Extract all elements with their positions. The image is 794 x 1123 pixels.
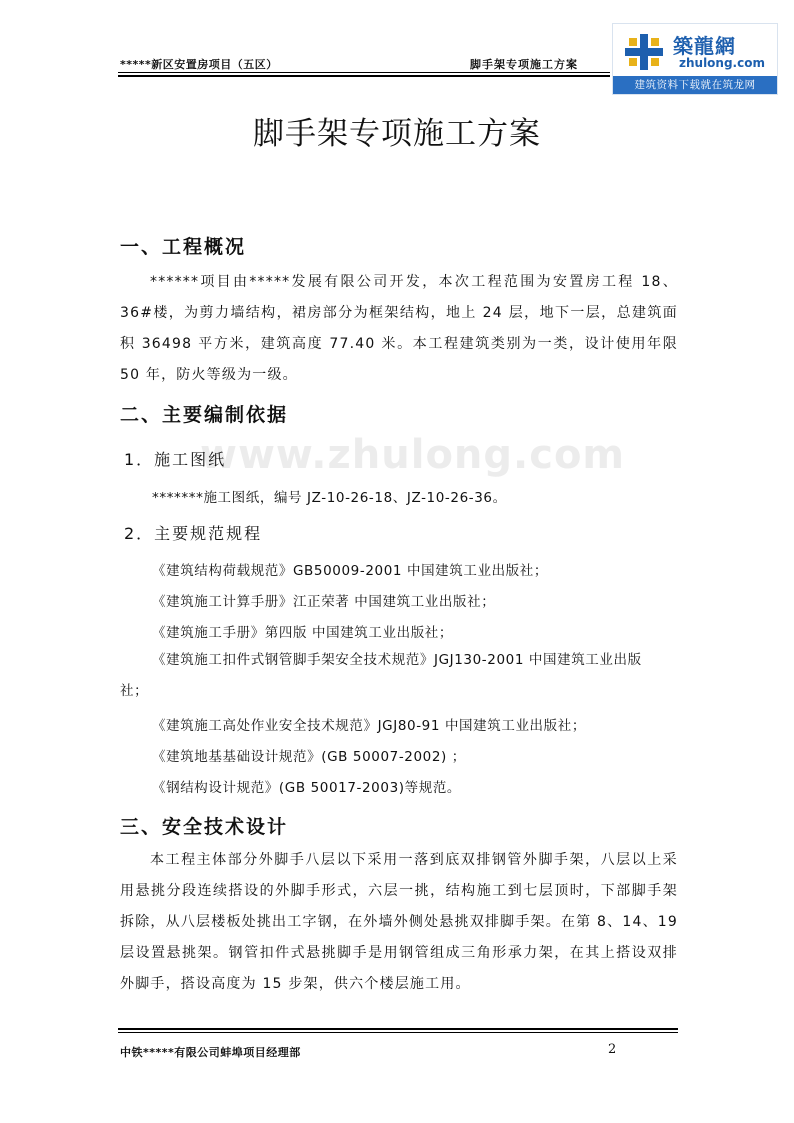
logo-domain: zhulong.com bbox=[679, 56, 765, 70]
standard-item: 《建筑施工计算手册》江正荣著 中国建筑工业出版社； bbox=[152, 594, 496, 610]
standard-item: 《建筑结构荷载规范》GB50009-2001 中国建筑工业出版社； bbox=[152, 563, 548, 579]
header-document-name: 脚手架专项施工方案 bbox=[470, 58, 578, 71]
section-body-safety: 本工程主体部分外脚手八层以下采用一落到底双排钢管外脚手架，八层以上采用悬挑分段连续搭设的外脚手形式，六层一挑，结构施工到七层顶时，下部脚手架拆除，从八层楼板处挑出工字钢，在外墙外侧处悬挑双排脚手架。在第 8、14、19 层设置悬挑架。钢管扣件式悬挑脚手是用钢管组成三角形承力架，在其上搭设双排外脚手，搭设高度为 15 步架，供六个楼层施工用。 bbox=[120, 852, 678, 992]
header-project-name: *****新区安置房项目（五区） bbox=[120, 58, 278, 71]
subheading-standards: 2．主要规范规程 bbox=[124, 524, 263, 543]
header-rule bbox=[118, 72, 610, 73]
header-rule-thick bbox=[118, 75, 610, 77]
page-number: 2 bbox=[608, 1042, 617, 1057]
footer-company: 中铁*****有限公司蚌埠项目经理部 bbox=[120, 1046, 301, 1059]
standard-item: 《建筑施工手册》第四版 中国建筑工业出版社； bbox=[152, 625, 453, 641]
standard-item: 《钢结构设计规范》(GB 50017-2003)等规范。 bbox=[152, 780, 462, 796]
watermark: www.zhulong.com bbox=[200, 432, 626, 478]
logo-name: 築龍網 bbox=[673, 34, 736, 58]
zhulong-logo bbox=[612, 23, 778, 95]
section-heading-safety: 三、安全技术设计 bbox=[120, 816, 289, 838]
section-heading-basis: 二、主要编制依据 bbox=[120, 404, 289, 426]
logo-tagline: 建筑资料下载就在筑龙网 bbox=[613, 76, 777, 94]
standard-item: 《建筑地基基础设计规范》(GB 50007-2002) ； bbox=[152, 749, 466, 765]
standard-item: 《建筑施工扣件式钢管脚手架安全技术规范》JGJ130-2001 中国建筑工业出版社； bbox=[120, 652, 642, 699]
document-title: 脚手架专项施工方案 bbox=[253, 116, 541, 152]
section-heading-overview: 一、工程概况 bbox=[120, 236, 247, 258]
drawings-line: *******施工图纸，编号 JZ-10-26-18、JZ-10-26-36。 bbox=[152, 490, 507, 506]
standard-item: 《建筑施工高处作业安全技术规范》JGJ80-91 中国建筑工业出版社； bbox=[152, 718, 586, 734]
footer-rule bbox=[118, 1032, 678, 1033]
logo-snowflake-icon bbox=[619, 32, 669, 72]
footer-rule-thick bbox=[118, 1028, 678, 1030]
section-body-overview: ******项目由*****发展有限公司开发，本次工程范围为安置房工程 18、36#楼，为剪力墙结构，裙房部分为框架结构，地上 24 层，地下一层，总建筑面积 36498 平方米，建筑高度 77.40 米。本工程建筑类别为一类，设计使用年限 50 年，防火等级为一级。 bbox=[120, 274, 678, 383]
subheading-drawings: 1．施工图纸 bbox=[124, 450, 227, 469]
